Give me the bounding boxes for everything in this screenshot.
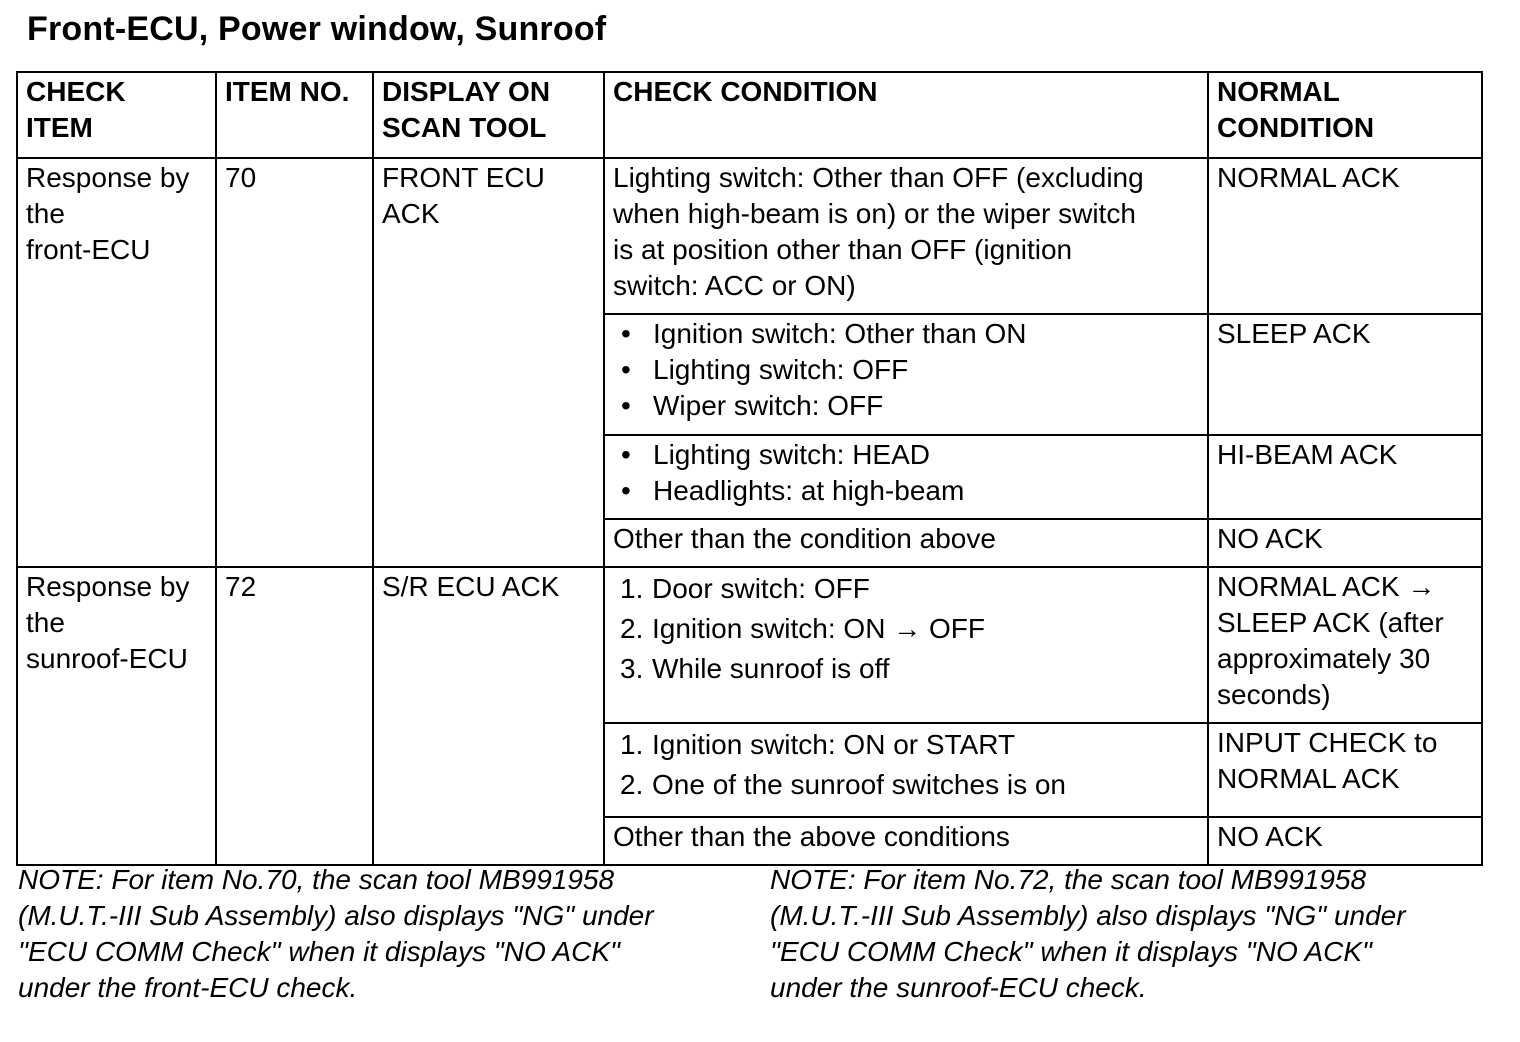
header-line: DISPLAY ON [382, 76, 551, 107]
header-display [373, 72, 604, 158]
cell-line: NORMAL ACK [1217, 763, 1400, 794]
list-item [620, 569, 1199, 609]
note-item-70 [18, 862, 738, 1006]
step-list [613, 569, 1199, 689]
cell-line: seconds) [1217, 679, 1331, 710]
cell-line: SLEEP ACK (after [1217, 607, 1444, 638]
display-cell: S/R ECU ACK [373, 567, 604, 865]
cell-line: approximately 30 [1217, 643, 1431, 674]
cell-line: ACK [382, 198, 440, 229]
cell-line: sunroof-ECU [26, 643, 188, 674]
note-item-72 [770, 862, 1490, 1006]
header-row [17, 72, 1482, 158]
cell-line: the [26, 607, 65, 638]
condition-cell [604, 567, 1208, 723]
bullet-list [613, 437, 1199, 509]
item-no-cell: 70 [216, 158, 373, 567]
page-title: Front-ECU, Power window, Sunroof [27, 10, 607, 48]
table-row [17, 567, 1482, 723]
bullet-list [613, 316, 1199, 424]
list-item: • Headlights: at high-beam [613, 473, 1199, 509]
cell-line: Lighting switch: Other than OFF (excluding [613, 162, 1144, 193]
cell-line: Response by [26, 571, 190, 602]
header-normal-condition [1208, 72, 1482, 158]
step-list [613, 725, 1199, 805]
note-line: (M.U.T.-III Sub Assembly) also displays "NG" under [18, 900, 654, 931]
condition-cell: Other than the above conditions [604, 817, 1208, 865]
condition-cell: Other than the condition above [604, 519, 1208, 567]
normal-cell: NO ACK [1208, 817, 1482, 865]
normal-cell [1208, 723, 1482, 817]
display-cell [373, 158, 604, 567]
condition-cell [604, 314, 1208, 435]
cell-line: FRONT ECU [382, 162, 545, 193]
cell-line: is at position other than OFF (ignition [613, 234, 1073, 265]
cell-line: Response by [26, 162, 190, 193]
header-line: CHECK [26, 76, 126, 107]
cell-line: the [26, 198, 65, 229]
list-item [620, 725, 1199, 765]
cell-line: front-ECU [26, 234, 151, 265]
list-item [620, 765, 1199, 805]
step-text: While sunroof is off [652, 653, 890, 684]
condition-cell [604, 723, 1208, 817]
normal-cell: NO ACK [1208, 519, 1482, 567]
header-check-item [17, 72, 216, 158]
list-item: • Lighting switch: HEAD [613, 437, 1199, 473]
cell-line: INPUT CHECK to [1217, 727, 1438, 758]
check-item-cell [17, 158, 216, 567]
cell-line: when high-beam is on) or the wiper switch [613, 198, 1136, 229]
note-line: under the front-ECU check. [18, 972, 358, 1003]
step-text: Door switch: OFF [652, 573, 870, 604]
step-number: 1. [620, 573, 644, 604]
header-check-condition: CHECK CONDITION [604, 72, 1208, 158]
normal-cell: SLEEP ACK [1208, 314, 1482, 435]
normal-cell: NORMAL ACK [1208, 158, 1482, 314]
list-item: • Ignition switch: Other than ON [613, 316, 1199, 352]
header-line: NORMAL [1217, 76, 1340, 107]
list-item: • Lighting switch: OFF [613, 352, 1199, 388]
header-line: SCAN TOOL [382, 112, 547, 143]
header-line: CONDITION [1217, 112, 1375, 143]
note-line: NOTE: For item No.70, the scan tool MB991958 [18, 864, 615, 895]
table-row [17, 158, 1482, 314]
note-line: (M.U.T.-III Sub Assembly) also displays "NG" under [770, 900, 1406, 931]
note-line: "ECU COMM Check" when it displays "NO ACK" [770, 936, 1372, 967]
condition-cell [604, 435, 1208, 519]
step-number: 3. [620, 653, 644, 684]
note-line: "ECU COMM Check" when it displays "NO ACK" [18, 936, 620, 967]
normal-cell [1208, 567, 1482, 723]
check-item-cell [17, 567, 216, 865]
step-number: 2. [620, 613, 644, 644]
note-line: NOTE: For item No.72, the scan tool MB991958 [770, 864, 1367, 895]
cell-line: NORMAL ACK → [1217, 571, 1436, 602]
normal-cell: HI-BEAM ACK [1208, 435, 1482, 519]
step-number: 2. [620, 769, 644, 800]
cell-line: switch: ACC or ON) [613, 270, 856, 301]
header-line: ITEM [26, 112, 93, 143]
step-text: Ignition switch: ON or START [652, 729, 1016, 760]
list-item [620, 609, 1199, 649]
list-item [620, 649, 1199, 689]
note-line: under the sunroof-ECU check. [770, 972, 1147, 1003]
header-item-no: ITEM NO. [216, 72, 373, 158]
check-table [16, 71, 1483, 866]
item-no-cell: 72 [216, 567, 373, 865]
list-item: • Wiper switch: OFF [613, 388, 1199, 424]
step-number: 1. [620, 729, 644, 760]
step-text: One of the sunroof switches is on [652, 769, 1066, 800]
condition-cell [604, 158, 1208, 314]
step-text: Ignition switch: ON → OFF [652, 613, 985, 644]
